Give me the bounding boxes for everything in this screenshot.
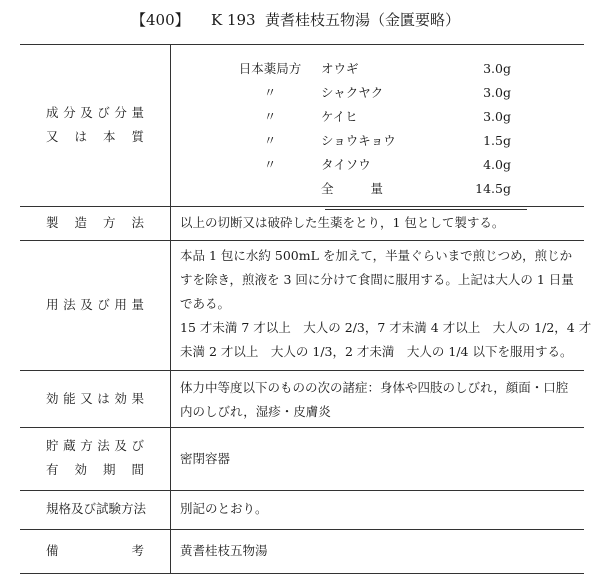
spec-table [20,44,592,574]
row-divider [20,529,584,530]
efficacy-line: 内のしびれ，湿疹・皮膚炎 [180,404,331,419]
dosage-text [180,244,592,364]
dosage-label: 用法及び用量 [46,297,144,312]
ingredient-row: 日本薬局方 オウギ 3.0g [238,61,511,76]
specification-text: 別記のとおり。 [180,501,268,516]
manufacturing-label: 製造方法 [46,215,144,230]
dosage-line: すを除き，煎液を 3 回に分けて食間に服用する。上記は大人の 1 日量 [180,272,574,287]
ingredient-row: 〃 ケイヒ 3.0g [263,109,511,124]
storage-text: 密閉容器 [180,451,231,466]
efficacy-text [180,376,578,424]
ingredient-row: 〃 ショウキョウ 1.5g [263,133,511,148]
efficacy-label: 効能又は効果 [46,391,144,406]
manufacturing-text: 以上の切断又は破砕した生薬をとり，1 包として製する。 [180,215,505,230]
dosage-line: 本品 1 包に水約 500mL を加えて，半量ぐらいまで煎じつめ，煎じか [180,248,573,263]
row-divider [20,206,584,207]
remarks-text: 黄耆桂枝五物湯 [180,543,268,558]
sum-rule [325,209,527,210]
dosage-line: 未満 2 才以上 大人の 1/3，2 才未満 大人の 1/4 以下を服用する。 [180,344,573,359]
ingredient-row: 〃 タイソウ 4.0g [263,157,511,172]
row-divider [20,490,584,491]
title-name: 黄耆桂枝五物湯（金匱要略） [265,11,461,29]
title-number: 【400】 [131,11,190,29]
row-divider [20,240,584,241]
row-divider [20,427,584,428]
title-code: K 193 [211,11,256,29]
remarks-label: 備考 [46,543,144,558]
storage-label: 貯蔵方法及び 有効期間 [46,438,144,477]
composition-label: 成分及び分量 又 は 本 質 [46,105,144,144]
total-row: 全量 14.5g [321,181,511,196]
dosage-line: 15 才未満 7 才以上 大人の 2/3，7 才未満 4 才以上 大人の 1/2，4 才 [180,320,592,335]
specification-label: 規格及び試験方法 [46,501,147,516]
document-title [0,8,600,32]
ingredient-row: 〃 シャクヤク 3.0g [263,85,511,100]
row-divider [20,370,584,371]
efficacy-line: 体力中等度以下のものの次の諸症：身体や四肢のしびれ，顔面・口腔 [180,380,569,395]
dosage-line: である。 [180,296,231,311]
